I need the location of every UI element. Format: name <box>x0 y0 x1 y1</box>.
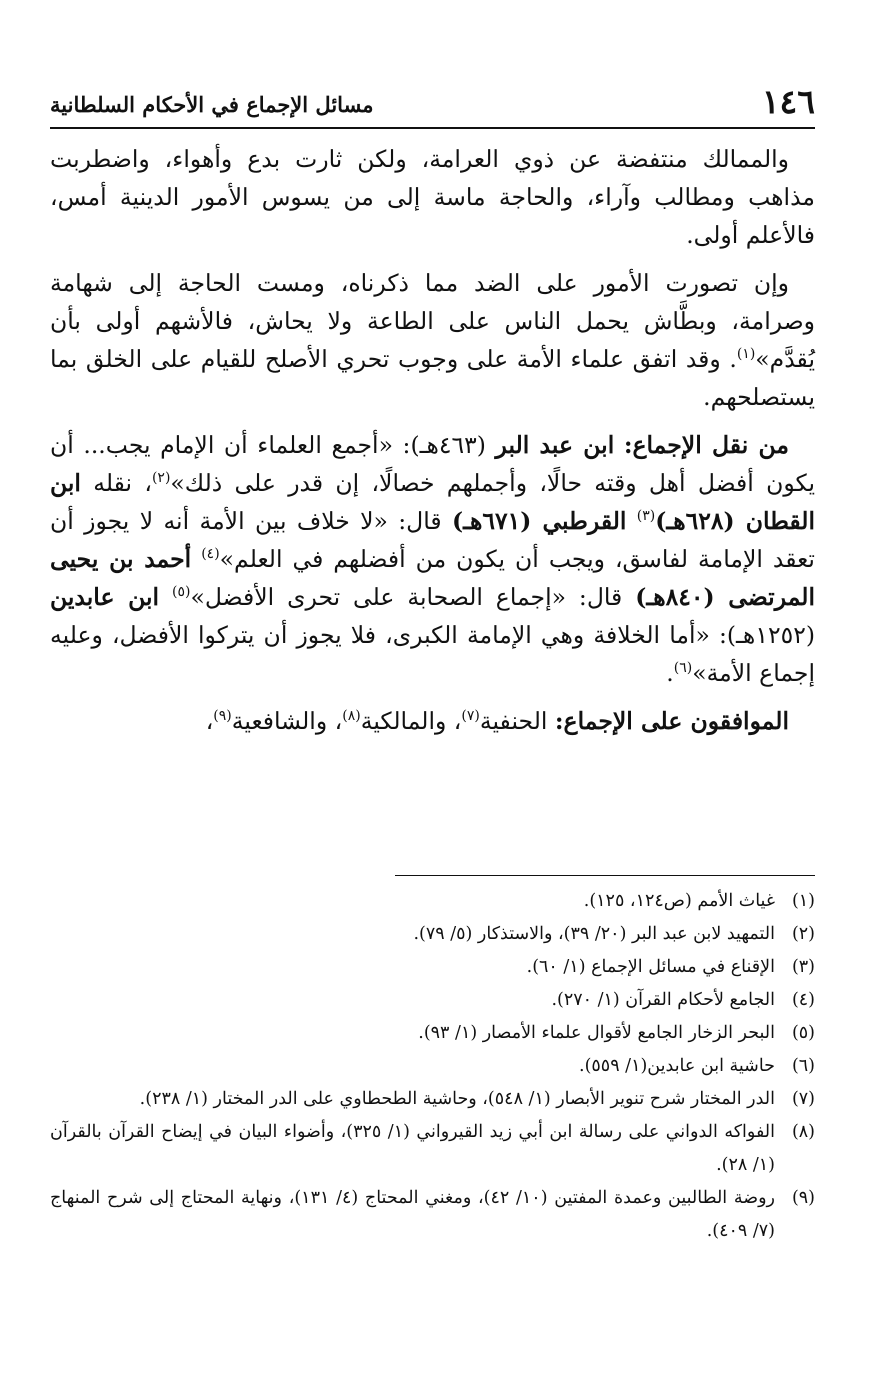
section-label-agreeing: الموافقون على الإجماع: <box>554 707 789 735</box>
footnote-text: التمهيد لابن عبد البر (٢٠/ ٣٩)، والاستذكار (٥/ ٧٩). <box>413 924 775 944</box>
footnote <box>50 1017 815 1050</box>
footnote-number: (٦) <box>791 1056 815 1076</box>
footnote-text: البحر الزخار الجامع لأقوال علماء الأمصار (١/ ٩٣). <box>418 1023 775 1043</box>
footnote-text: غياث الأمم (ص١٢٤، ١٢٥). <box>583 891 775 911</box>
scholar-ibn-al-qattan: ابن القطان (٦٢٨هـ) <box>50 469 815 535</box>
footnote-ref-4: (٤) <box>201 546 220 563</box>
footnote <box>50 1083 815 1116</box>
scholar-al-murtada: أحمد بن يحيى المرتضى (٨٤٠هـ) <box>50 545 815 611</box>
footnote-ref-6: (٦) <box>673 660 693 677</box>
footnote <box>50 951 815 984</box>
footnote-number: (٢) <box>791 924 815 944</box>
scholar-ibn-abidin: ابن عابدين <box>50 583 160 611</box>
footnotes <box>50 885 815 1248</box>
footnote-text: الدر المختار شرح تنوير الأبصار (١/ ٥٤٨)، وحاشية الطحطاوي على الدر المختار (١/ ٢٣٨). <box>139 1089 775 1109</box>
footnote-ref-5: (٥) <box>171 584 191 601</box>
footnote-number: (٤) <box>791 990 815 1010</box>
paragraph-2: وإن تصورت الأمور على الضد مما ذكرناه، ومست الحاجة إلى شهامة وصرامة، وبطَّاش يحمل الناس على الطاعة ولا يحاش، فالأشهم أولى بأن يُقدَّم»$^{(١)}$. وقد اتفق علماء الأمة على وجوب تحري الأصلح للقيام على الخلق بما يستصلحهم. <box>50 269 815 411</box>
paragraph-3: من نقل الإجماع: ابن عبد البر (٤٦٣هـ): «أجمع العلماء أن الإمام يجب... أن يكون أفضل أهل وقته حالًا، وأجملهم خصالًا، إن قدر على ذلك»$^{(٢)}$، نقله ابن القطان (٦٢٨هـ)$^{(٣)}$ القرطبي (٦٧١هـ) قال: «لا خلاف بين الأمة أنه لا يجوز أن تعقد الإمامة لفاسق، ويجب أن يكون من أفضلهم في العلم»$^{(٤)}$ أحمد بن يحيى المرتضى (٨٤٠هـ) قال: «إجماع الصحابة على تحرى الأفضل»$^{(٥)}$ ابن عابدين (١٢٥٢هـ): «أما الخلافة وهي الإمامة الكبرى، فلا يجوز أن يتركوا الأفضل، وعليه إجماع الأمة»$^{(٦)}$. <box>50 431 815 687</box>
paragraph-1: والممالك منتفضة عن ذوي العرامة، ولكن ثارت بدع وأهواء، واضطربت مذاهب ومطالب وآراء، والحاجة ماسة إلى من يسوس الأمور الدينية أمس، فالأعلم أولى. <box>50 145 815 249</box>
body-text <box>50 140 815 750</box>
header-rule <box>50 127 815 129</box>
footnote-number: (٩) <box>791 1188 815 1208</box>
footnote <box>50 918 815 951</box>
footnote-number: (١) <box>791 891 815 911</box>
footnote-rule <box>395 875 815 876</box>
paragraph-4: الموافقون على الإجماع: الحنفية$^{(٧)}$، والمالكية$^{(٨)}$، والشافعية$^{(٩)}$، <box>205 707 789 735</box>
footnote-ref-8: (٨) <box>342 708 361 725</box>
scholar-al-qurtubi: القرطبي (٦٧١هـ) <box>452 507 627 535</box>
footnote-text: الإقناع في مسائل الإجماع (١/ ٦٠). <box>526 957 775 977</box>
footnote-number: (٨) <box>791 1122 815 1142</box>
footnote-text: الجامع لأحكام القرآن (١/ ٢٧٠). <box>551 990 775 1010</box>
footnote <box>50 1182 815 1248</box>
footnote-ref-1: (١) <box>736 346 756 363</box>
footnote <box>50 885 815 918</box>
footnote-ref-7: (٧) <box>461 708 480 725</box>
footnote-ref-2: (٢) <box>151 470 171 487</box>
section-label-transmitters: من نقل الإجماع: <box>623 431 789 459</box>
running-title: مسائل الإجماع في الأحكام السلطانية <box>50 92 374 117</box>
footnote-text: حاشية ابن عابدين(١/ ٥٥٩). <box>579 1056 775 1076</box>
scholar-ibn-abd-al-barr: ابن عبد البر <box>495 431 615 459</box>
footnote-text: الفواكه الدواني على رسالة ابن أبي زيد القيرواني (١/ ٣٢٥)، وأضواء البيان في إيضاح القرآن بالقرآن (١/ ٢٨). <box>50 1122 775 1175</box>
footnote <box>50 1050 815 1083</box>
footnote-number: (٥) <box>791 1023 815 1043</box>
footnote-ref-9: (٩) <box>213 708 232 725</box>
footnote-text: روضة الطالبين وعمدة المفتين (١٠/ ٤٢)، ومغني المحتاج (٤/ ١٣١)، ونهاية المحتاج إلى شرح المنهاج (٧/ ٤٠٩). <box>50 1188 775 1241</box>
footnote-number: (٧) <box>791 1089 815 1109</box>
footnote-ref-3: (٣) <box>636 508 656 525</box>
footnote <box>50 984 815 1017</box>
footnote <box>50 1116 815 1182</box>
page-number: ١٤٦ <box>761 82 815 121</box>
page-header <box>50 84 815 128</box>
footnote-number: (٣) <box>791 957 815 977</box>
